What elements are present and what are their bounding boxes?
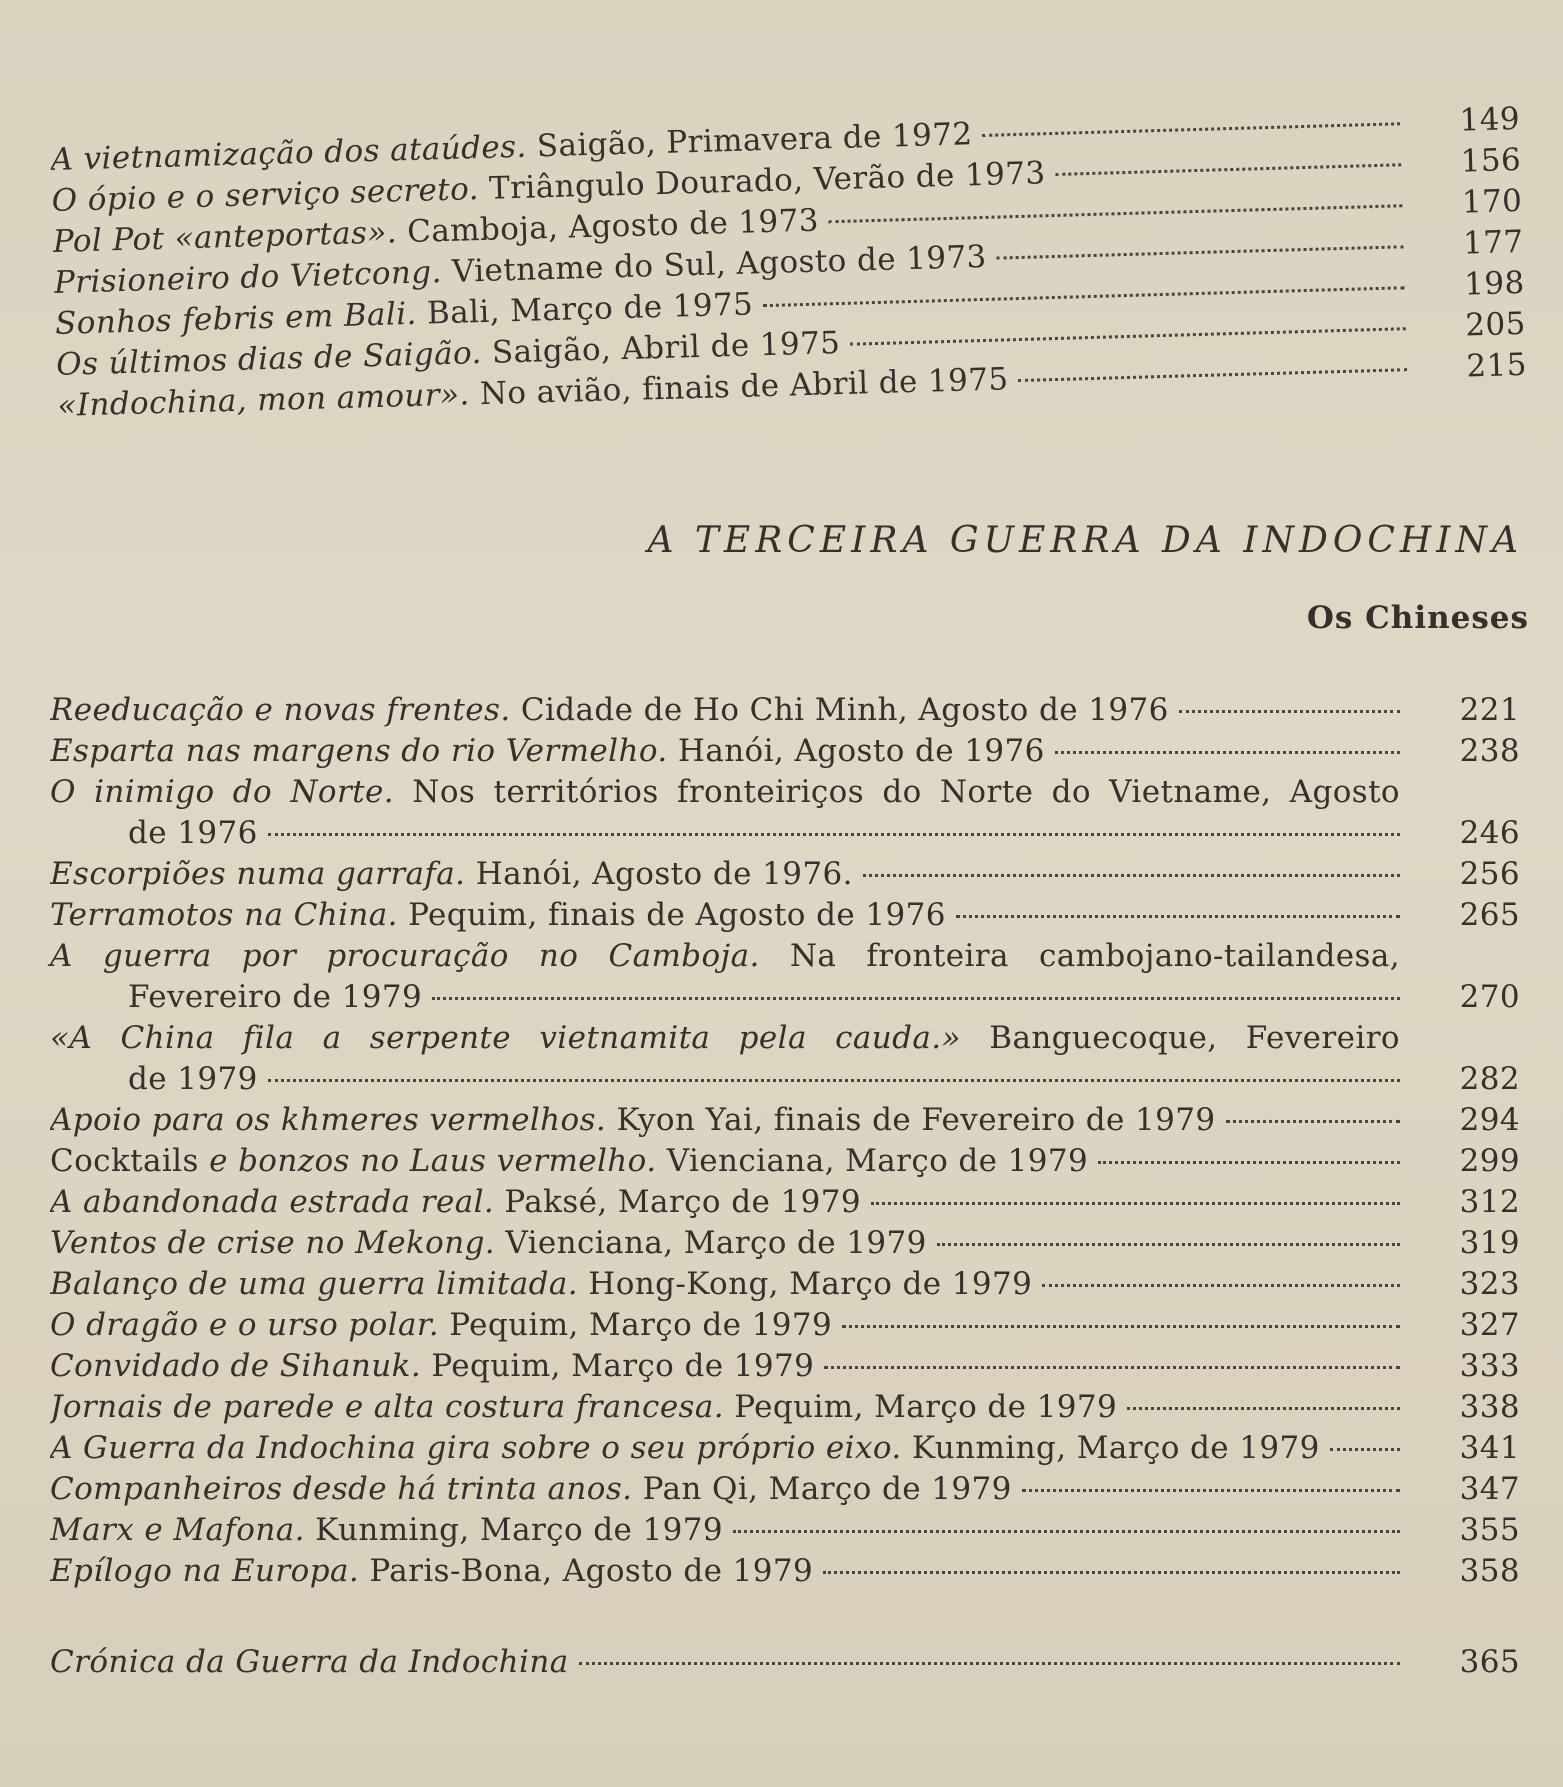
dot-leader: [1055, 163, 1401, 176]
entry-place-date: Hong-Kong, Março de 1979: [578, 1266, 1033, 1302]
page-number: 327: [1459, 1307, 1520, 1343]
entry-continuation: [50, 1059, 1520, 1100]
page-number: 299: [1459, 1143, 1520, 1179]
entry-title: Crónica da Guerra da Indochina: [50, 1644, 569, 1680]
entry-continuation: [50, 977, 1520, 1018]
entry-place-date: Pequim, finais de Agosto de 1976: [397, 897, 946, 933]
entry-title: Apoio para os khmeres vermelhos.: [50, 1102, 607, 1138]
toc-entry: [50, 1264, 1520, 1305]
entry-place-date: Saigão, Abril de 1975: [481, 325, 841, 372]
entry-text: [50, 1182, 861, 1223]
toc-entry: [50, 895, 1520, 936]
entry-place-date-cont: de 1976: [128, 815, 258, 851]
dot-leader: [763, 286, 1405, 307]
page-number: 265: [1459, 897, 1520, 933]
entry-place-date: Pan Qi, Março de 1979: [632, 1471, 1012, 1507]
entry-place-date: Kunming, Março de 1979: [304, 1512, 723, 1548]
entry-title: Epílogo na Europa.: [50, 1553, 360, 1589]
entry-title: Ventos de crise no Mekong.: [50, 1225, 496, 1261]
dot-leader: [579, 1662, 1400, 1665]
dot-leader: [956, 915, 1400, 918]
dot-leader: [1179, 710, 1400, 713]
entry-text: [50, 895, 946, 936]
toc-entry: [50, 1018, 1520, 1100]
entry-title: «A China fila a serpente vietnamita pela cauda.»: [50, 1020, 961, 1056]
page-number: 221: [1459, 692, 1520, 728]
dot-leader: [1042, 1284, 1400, 1287]
dot-leader: [829, 204, 1403, 223]
entry-place-date: Hanói, Agosto de 1976: [667, 733, 1045, 769]
entry-text: [50, 1346, 814, 1387]
entry-title: Terramotos na China.: [50, 897, 398, 933]
entry-place-date: Triângulo Dourado, Verão de 1973: [478, 155, 1046, 208]
toc-entry: [50, 1510, 1520, 1551]
entry-text: [50, 1305, 832, 1346]
page-number: 319: [1459, 1225, 1520, 1261]
toc-entry: [50, 1141, 1520, 1182]
dot-leader: [823, 1571, 1400, 1574]
toc-entry: [50, 690, 1520, 731]
toc-main-list: [50, 690, 1520, 1592]
entry-text: [50, 1264, 1032, 1305]
entry-title: O inimigo do Norte.: [50, 774, 395, 810]
entry-title: Balanço de uma guerra limitada.: [50, 1266, 579, 1302]
entry-place-date: Na fronteira cambojano-tailandesa,: [759, 938, 1400, 974]
entry-place-date-cont: de 1979: [128, 1061, 258, 1097]
page-number: 256: [1459, 856, 1520, 892]
dot-leader: [733, 1530, 1400, 1533]
dot-leader: [997, 245, 1404, 259]
entry-title: A guerra por procuração no Camboja.: [50, 938, 760, 974]
entry-text: [50, 690, 1169, 731]
entry-title: Escorpiões numa garrafa.: [50, 856, 466, 892]
toc-entry: [50, 1469, 1520, 1510]
toc-entry: [50, 772, 1520, 854]
entry-text: [50, 1428, 1320, 1469]
entry-text: [50, 1223, 927, 1264]
toc-entry: [50, 1182, 1520, 1223]
section-heading: A TERCEIRA GUERRA DA INDOCHINA: [647, 520, 1523, 561]
entry-title: Pol Pot «anteportas».: [52, 214, 398, 260]
dot-leader: [842, 1325, 1400, 1328]
page-number: 170: [1461, 182, 1523, 221]
entry-place-date: Pequim, Março de 1979: [438, 1307, 833, 1343]
dot-leader: [982, 122, 1400, 137]
entry-title: Convidado de Sihanuk.: [50, 1348, 422, 1384]
entry-text: [50, 854, 853, 895]
page-number: 294: [1459, 1102, 1520, 1138]
entry-title: e bonzos no Laus vermelho.: [198, 1143, 657, 1179]
page-number: 177: [1462, 223, 1524, 262]
dot-leader: [1127, 1407, 1400, 1410]
entry-place-date: Vienciana, Março de 1979: [495, 1225, 927, 1261]
entry-title: Marx e Mafona.: [50, 1512, 305, 1548]
entry-title: O ópio e o serviço secreto.: [51, 171, 480, 219]
dot-leader: [937, 1243, 1400, 1246]
dot-leader: [1098, 1161, 1400, 1164]
dot-leader: [1330, 1448, 1400, 1451]
toc-entry: [50, 854, 1520, 895]
entry-title: Jornais de parede e alta costura francesa.: [50, 1389, 725, 1425]
entry-text: [50, 1510, 723, 1551]
page-number: 238: [1459, 733, 1520, 769]
toc-entry: [50, 1223, 1520, 1264]
dot-leader: [1226, 1120, 1400, 1123]
entry-text: [50, 772, 1520, 813]
dot-leader: [268, 833, 1400, 836]
page-number: 355: [1459, 1512, 1520, 1548]
toc-entry: [50, 1551, 1520, 1592]
toc-entry-chronicle: [50, 1642, 1520, 1683]
entry-place-date: Banguecoque, Fevereiro: [960, 1020, 1400, 1056]
entry-text: [50, 1387, 1117, 1428]
entry-place-date: Cidade de Ho Chi Minh, Agosto de 1976: [510, 692, 1169, 728]
toc-top-list: [50, 99, 1527, 427]
entry-place-date: Pequim, Março de 1979: [724, 1389, 1118, 1425]
toc-entry: [50, 1387, 1520, 1428]
dot-leader: [863, 874, 1400, 877]
dot-leader: [1022, 1489, 1400, 1492]
entry-place-date: Pequim, Março de 1979: [421, 1348, 815, 1384]
dot-leader: [824, 1366, 1400, 1369]
page-number: 341: [1459, 1430, 1520, 1466]
entry-title: «Indochina, mon amour».: [56, 376, 471, 424]
page-number: 365: [1459, 1644, 1520, 1680]
entry-place-date: Vienciana, Março de 1979: [656, 1143, 1089, 1179]
entry-title: O dragão e o urso polar.: [50, 1307, 439, 1343]
page-number: 270: [1459, 979, 1520, 1015]
page-number: 215: [1466, 346, 1528, 385]
entry-place-date: Hanói, Agosto de 1976.: [465, 856, 853, 892]
page-number: 323: [1459, 1266, 1520, 1302]
entry-title: Esparta nas margens do rio Vermelho.: [50, 733, 668, 769]
entry-place-date-cont: Fevereiro de 1979: [128, 979, 423, 1015]
entry-title: Sonhos febris em Bali.: [54, 295, 418, 342]
dot-leader: [1018, 368, 1407, 382]
entry-title: A Guerra da Indochina gira sobre o seu próprio eixo.: [50, 1430, 902, 1466]
toc-entry: [50, 936, 1520, 1018]
page-number: 312: [1459, 1184, 1520, 1220]
entry-place-date: Saigão, Primavera de 1972: [526, 116, 973, 165]
entry-text: [50, 1469, 1012, 1510]
section-subheading: Os Chineses: [1306, 600, 1529, 636]
entry-text: [50, 1100, 1216, 1141]
entry-text: [50, 1551, 813, 1592]
entry-place-date: Kyon Yai, finais de Fevereiro de 1979: [606, 1102, 1216, 1138]
page-number: 358: [1459, 1553, 1520, 1589]
page-number: 338: [1459, 1389, 1520, 1425]
entry-text: [50, 731, 1045, 772]
entry-title: Prisioneiro do Vietcong.: [53, 254, 443, 301]
entry-place-date: Vietname do Sul, Agosto de 1973: [441, 238, 988, 291]
entry-place-date: No avião, finais de Abril de 1975: [469, 361, 1009, 413]
toc-entry: [50, 1346, 1520, 1387]
entry-text: [50, 936, 1520, 977]
page-number: 205: [1464, 305, 1527, 344]
page-number: 333: [1459, 1348, 1520, 1384]
entry-place-date: Bali, Março de 1975: [416, 286, 754, 332]
toc-entry: [50, 731, 1520, 772]
entry-place-date: Nos territórios fronteiriços do Norte do Vietname, Agosto: [394, 774, 1400, 810]
entry-title-plain: Cocktails: [50, 1143, 199, 1179]
dot-leader: [432, 997, 1400, 1000]
entry-continuation: [50, 813, 1520, 854]
entry-text: [50, 1141, 1088, 1182]
page-number: 246: [1459, 815, 1520, 851]
toc-entry: [50, 1428, 1520, 1469]
dot-leader: [268, 1079, 1400, 1082]
entry-text: [50, 1018, 1520, 1059]
entry-title: Reeducação e novas frentes.: [50, 692, 511, 728]
dot-leader: [1055, 751, 1400, 754]
entry-place-date: Paris-Bona, Agosto de 1979: [359, 1553, 814, 1589]
page-number: 198: [1463, 264, 1526, 303]
toc-entry: [50, 1100, 1520, 1141]
page-number: 282: [1459, 1061, 1520, 1097]
entry-place-date: Camboja, Agosto de 1973: [396, 202, 820, 251]
entry-title: A abandonada estrada real.: [50, 1184, 495, 1220]
entry-place-date: Paksé, Março de 1979: [494, 1184, 861, 1220]
toc-entry: [50, 1305, 1520, 1346]
entry-place-date: Kunming, Março de 1979: [901, 1430, 1320, 1466]
page-number: 347: [1459, 1471, 1520, 1507]
entry-title: Os últimos dias de Saigão.: [55, 335, 483, 383]
dot-leader: [850, 327, 1406, 346]
entry-title: Companheiros desde há trinta anos.: [50, 1471, 633, 1507]
dot-leader: [871, 1202, 1400, 1205]
page-number: 156: [1460, 141, 1522, 180]
entry-title: A vietnamização dos ataúdes.: [50, 128, 528, 178]
page-number: 149: [1459, 100, 1521, 139]
